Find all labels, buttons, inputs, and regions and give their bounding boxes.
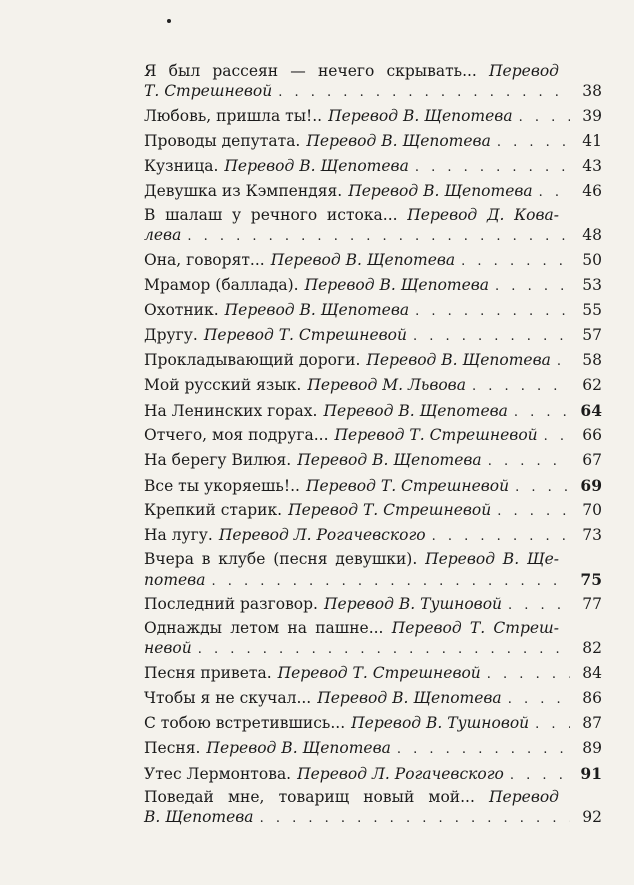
toc-entry-title: Утес Лермонтова. bbox=[144, 765, 292, 783]
toc-entry bbox=[144, 763, 602, 784]
leader-dots bbox=[413, 326, 570, 347]
toc-entry-page: 57 bbox=[582, 326, 602, 344]
toc-entry-line1 bbox=[144, 62, 602, 81]
toc-entry-page: 66 bbox=[582, 426, 602, 444]
toc-entry-translator: Перевод В. Щепотева bbox=[270, 251, 456, 269]
leader-dots bbox=[515, 477, 570, 498]
toc-entry-translator: Перевод В. Щепотева bbox=[304, 276, 490, 294]
toc-entry bbox=[144, 206, 602, 246]
toc-entry bbox=[144, 250, 602, 271]
toc-entry bbox=[144, 713, 602, 734]
toc-entry-line1 bbox=[144, 206, 602, 225]
toc-entry-page: 46 bbox=[582, 182, 602, 200]
toc-entry-title: В шалаш у речного истока... bbox=[144, 206, 398, 224]
toc-entry-translator: Перевод Т. Стрешневой bbox=[334, 426, 538, 444]
toc-entry-page: 48 bbox=[582, 226, 602, 244]
toc-entry-line1 bbox=[144, 788, 602, 807]
leader-dots bbox=[415, 157, 570, 178]
toc-entry-translator: Перевод Т. Стрешневой bbox=[305, 477, 510, 495]
leader-dots bbox=[510, 765, 570, 786]
toc-entry-translator: Перевод Т. Стрешневой bbox=[288, 501, 492, 519]
leader-dots bbox=[397, 739, 570, 760]
toc-entry-translator-part1: Перевод В. Ще- bbox=[425, 550, 559, 568]
toc-entry-title: Чтобы я не скучал... bbox=[144, 689, 312, 707]
toc-entry-translator: Перевод Л. Рогачевского bbox=[297, 765, 504, 783]
toc-entry-translator: Перевод М. Львова bbox=[307, 376, 466, 394]
toc-entry-page: 38 bbox=[582, 82, 602, 100]
toc-entry-line1 bbox=[144, 550, 602, 569]
toc-entry-page: 50 bbox=[582, 251, 602, 269]
toc-entry-page: 92 bbox=[582, 808, 602, 826]
toc-entry-translator: Перевод Л. Рогачевского bbox=[218, 526, 426, 544]
toc-entry-translator: Перевод В. Щепотева bbox=[366, 351, 551, 369]
leader-dots bbox=[544, 426, 570, 447]
leader-dots bbox=[472, 376, 570, 397]
toc-entry-page: 87 bbox=[582, 714, 602, 732]
leader-dots bbox=[508, 595, 570, 616]
toc-entry-translator: Перевод В. Щепотева bbox=[224, 301, 410, 319]
toc-entry bbox=[144, 738, 602, 759]
toc-entry-translator: Перевод В. Щепотева bbox=[328, 107, 513, 125]
leader-dots bbox=[487, 664, 570, 685]
toc-entry-translator-part2: лева bbox=[144, 226, 182, 244]
toc-entry-translator: Перевод В. Щепотева bbox=[297, 451, 482, 469]
toc-entry bbox=[144, 131, 602, 152]
toc-entry bbox=[144, 475, 602, 496]
leader-dots bbox=[488, 451, 570, 472]
toc-entry-title: С тобою встретившись... bbox=[144, 714, 346, 732]
toc-entry-translator: Перевод В. Тушновой bbox=[324, 595, 503, 613]
toc-entry-page: 39 bbox=[582, 107, 602, 125]
toc-entry-title: На берегу Вилюя. bbox=[144, 451, 292, 469]
toc-entry-title: Отчего, моя подруга... bbox=[144, 426, 329, 444]
toc-entry-title: Любовь, пришла ты!.. bbox=[144, 107, 323, 125]
toc-entry-page: 69 bbox=[580, 476, 602, 495]
ink-speck bbox=[167, 19, 171, 23]
toc-entry bbox=[144, 156, 602, 177]
leader-dots bbox=[198, 639, 570, 660]
toc-entry-translator: Перевод В. Щепотева bbox=[206, 739, 391, 757]
toc-entry-translator: Перевод Т. Стрешневой bbox=[203, 326, 407, 344]
toc-entry-title: Девушка из Кэмпендяя. bbox=[144, 182, 343, 200]
toc-entry-title: На Ленинских горах. bbox=[144, 402, 318, 420]
toc-entry-title: Песня. bbox=[144, 739, 201, 757]
toc-entry-page: 82 bbox=[582, 639, 602, 657]
toc-entry-title: Песня привета. bbox=[144, 664, 272, 682]
leader-dots bbox=[187, 226, 570, 247]
leader-dots bbox=[519, 107, 570, 128]
toc-entry bbox=[144, 619, 602, 659]
toc-entry-title: Кузница. bbox=[144, 157, 219, 175]
toc-entry bbox=[144, 450, 602, 471]
leader-dots bbox=[260, 808, 570, 829]
toc-entry-title: Поведай мне, товарищ новый мой... bbox=[144, 788, 475, 806]
leader-dots bbox=[432, 526, 570, 547]
toc-entry bbox=[144, 275, 602, 296]
toc-entry-page: 91 bbox=[580, 764, 602, 783]
toc-entry-title: Однажды летом на пашне... bbox=[144, 619, 384, 637]
toc-entry-title: Проводы депутата. bbox=[144, 132, 301, 150]
toc-entry-page: 55 bbox=[582, 301, 602, 319]
toc-entry-title: На лугу. bbox=[144, 526, 213, 544]
toc-entry bbox=[144, 325, 602, 346]
toc-entry-translator-part1: Перевод bbox=[489, 62, 559, 80]
toc-entry-page: 86 bbox=[582, 689, 602, 707]
toc-entry-title: Мой русский язык. bbox=[144, 376, 302, 394]
toc-entry-page: 64 bbox=[580, 401, 602, 420]
toc-entry-translator-part2: невой bbox=[144, 639, 192, 657]
toc-entry-title: Прокладывающий дороги. bbox=[144, 351, 361, 369]
toc-entry-translator: Перевод В. Щепотева bbox=[317, 689, 502, 707]
toc-entry-translator: Перевод В. Тушновой bbox=[351, 714, 530, 732]
toc-entry-page: 77 bbox=[582, 595, 602, 613]
toc-entry-title: Вчера в клубе (песня девушки). bbox=[144, 550, 418, 568]
toc-entry-translator: Перевод В. Щепотева bbox=[348, 182, 533, 200]
toc-entry-page: 89 bbox=[582, 739, 602, 757]
toc-entry-page: 73 bbox=[582, 526, 602, 544]
toc-entry-title: Все ты укоряешь!.. bbox=[144, 477, 300, 495]
toc-entry bbox=[144, 788, 602, 828]
toc-entry-page: 58 bbox=[582, 351, 602, 369]
toc-entry-title: Охотник. bbox=[144, 301, 219, 319]
toc-entry bbox=[144, 525, 602, 546]
toc-entry-translator-part2: В. Щепотева bbox=[144, 808, 254, 826]
leader-dots bbox=[461, 251, 570, 272]
toc-entry-title: Последний разговор. bbox=[144, 595, 318, 613]
toc-entry-title: Другу. bbox=[144, 326, 198, 344]
toc-entry-page: 75 bbox=[580, 570, 602, 589]
leader-dots bbox=[497, 501, 570, 522]
toc-entry-translator-part1: Перевод Т. Стреш- bbox=[391, 619, 559, 637]
toc-entry bbox=[144, 425, 602, 446]
leader-dots bbox=[497, 132, 570, 153]
toc-entry bbox=[144, 550, 602, 590]
toc-entry-translator-part2: потева bbox=[144, 571, 206, 589]
toc-entry-page: 67 bbox=[582, 451, 602, 469]
toc-entry bbox=[144, 663, 602, 684]
toc-entry bbox=[144, 400, 602, 421]
toc-entry-page: 41 bbox=[582, 132, 602, 150]
toc-entry-page: 43 bbox=[582, 157, 602, 175]
toc-entry-translator: Перевод В. Щепотева bbox=[306, 132, 491, 150]
leader-dots bbox=[508, 689, 570, 710]
toc-entry bbox=[144, 594, 602, 615]
toc-entry-translator-part1: Перевод Д. Кова- bbox=[407, 206, 560, 224]
toc-entry-line1 bbox=[144, 619, 602, 638]
toc-entry-translator: Перевод Т. Стрешневой bbox=[277, 664, 481, 682]
toc-entry bbox=[144, 62, 602, 102]
leader-dots bbox=[514, 402, 570, 423]
toc-entry-page: 62 bbox=[582, 376, 602, 394]
toc-entry-title: Крепкий старик. bbox=[144, 501, 283, 519]
leader-dots bbox=[557, 351, 570, 372]
toc-entry-title: Она, говорят... bbox=[144, 251, 265, 269]
toc-entry-page: 84 bbox=[582, 664, 602, 682]
table-of-contents bbox=[144, 62, 602, 832]
leader-dots bbox=[415, 301, 570, 322]
toc-entry bbox=[144, 350, 602, 371]
leader-dots bbox=[211, 571, 570, 592]
leader-dots bbox=[539, 182, 570, 203]
toc-entry bbox=[144, 500, 602, 521]
toc-entry bbox=[144, 375, 602, 396]
toc-entry bbox=[144, 300, 602, 321]
toc-entry bbox=[144, 106, 602, 127]
toc-entry-translator-part2: Т. Стрешневой bbox=[144, 82, 273, 100]
toc-entry bbox=[144, 181, 602, 202]
toc-entry bbox=[144, 688, 602, 709]
toc-entry-title: Я был рассеян — нечего скрывать... bbox=[144, 62, 477, 80]
toc-entry-page: 70 bbox=[582, 501, 602, 519]
toc-entry-title: Мрамор (баллада). bbox=[144, 276, 299, 294]
leader-dots bbox=[278, 82, 570, 103]
leader-dots bbox=[495, 276, 570, 297]
leader-dots bbox=[535, 714, 570, 735]
toc-entry-translator: Перевод В. Щепотева bbox=[224, 157, 409, 175]
toc-entry-translator-part1: Перевод bbox=[489, 788, 559, 806]
toc-entry-page: 53 bbox=[582, 276, 602, 294]
toc-entry-translator: Перевод В. Щепотева bbox=[323, 402, 508, 420]
